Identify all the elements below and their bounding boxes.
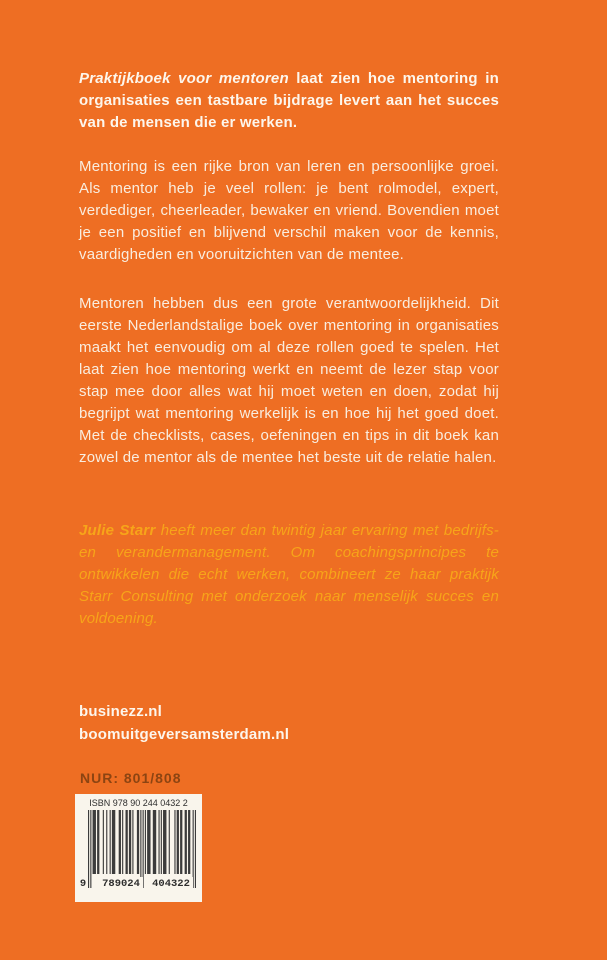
ean-digits-group2: 404322 bbox=[149, 877, 193, 891]
isbn-number: ISBN 978 90 244 0432 2 bbox=[89, 798, 188, 808]
book-title: Praktijkboek voor mentoren bbox=[79, 70, 289, 87]
ean-digit-first: 9 bbox=[79, 878, 87, 890]
publisher-websites bbox=[79, 700, 499, 746]
body-paragraph-2: Mentoren hebben dus een grote verantwoordelijkheid. Dit eerste Nederlandstalige boek over mentoring in organisaties maakt het eenvoudig om al deze rollen goed te spelen. Het laat zien hoe mentoring werkt en neemt de lezer stap voor stap mee door alles wat hij moet weten en doen, zodat hij begrijpt wat mentoring werkelijk is en hoe hij het goed doet. Met de checklists, cases, oefeningen en tips in dit boek kan zowel de mentor als de mentee het beste uit de relatie halen. bbox=[79, 295, 499, 466]
website-businezz: businezz.nl bbox=[79, 703, 163, 720]
author-name: Julie Starr bbox=[79, 522, 156, 539]
barcode bbox=[75, 794, 202, 902]
author-bio bbox=[79, 520, 499, 630]
author-bio-text: heeft meer dan twintig jaar ervaring met bedrijfs- en verandermanagement. Om coachingsprincipes te ontwikkelen die echt werken, combineert ze haar praktijk Starr Consulting met onderzoek naar menselijk succes en voldoening. bbox=[79, 522, 499, 627]
ean-digits-group1: 789024 bbox=[99, 877, 143, 891]
intro-text: laat zien hoe mentoring in organisaties een tastbare bijdrage levert aan het succes van de mensen die er werken. bbox=[79, 70, 499, 131]
intro-paragraph bbox=[79, 68, 499, 134]
nur-code: NUR: 801/808 bbox=[80, 770, 182, 786]
website-boomuitgevers: boomuitgeversamsterdam.nl bbox=[79, 726, 290, 743]
body-paragraph-1: Mentoring is een rijke bron van leren en persoonlijke groei. Als mentor heb je veel rollen: je bent rolmodel, expert, verdediger, cheerleader, bewaker en vriend. Bovendien moet je een positief en blijvend verschil maken voor de kennis, vaardigheden en vooruitzichten van de mentee. bbox=[79, 158, 499, 263]
